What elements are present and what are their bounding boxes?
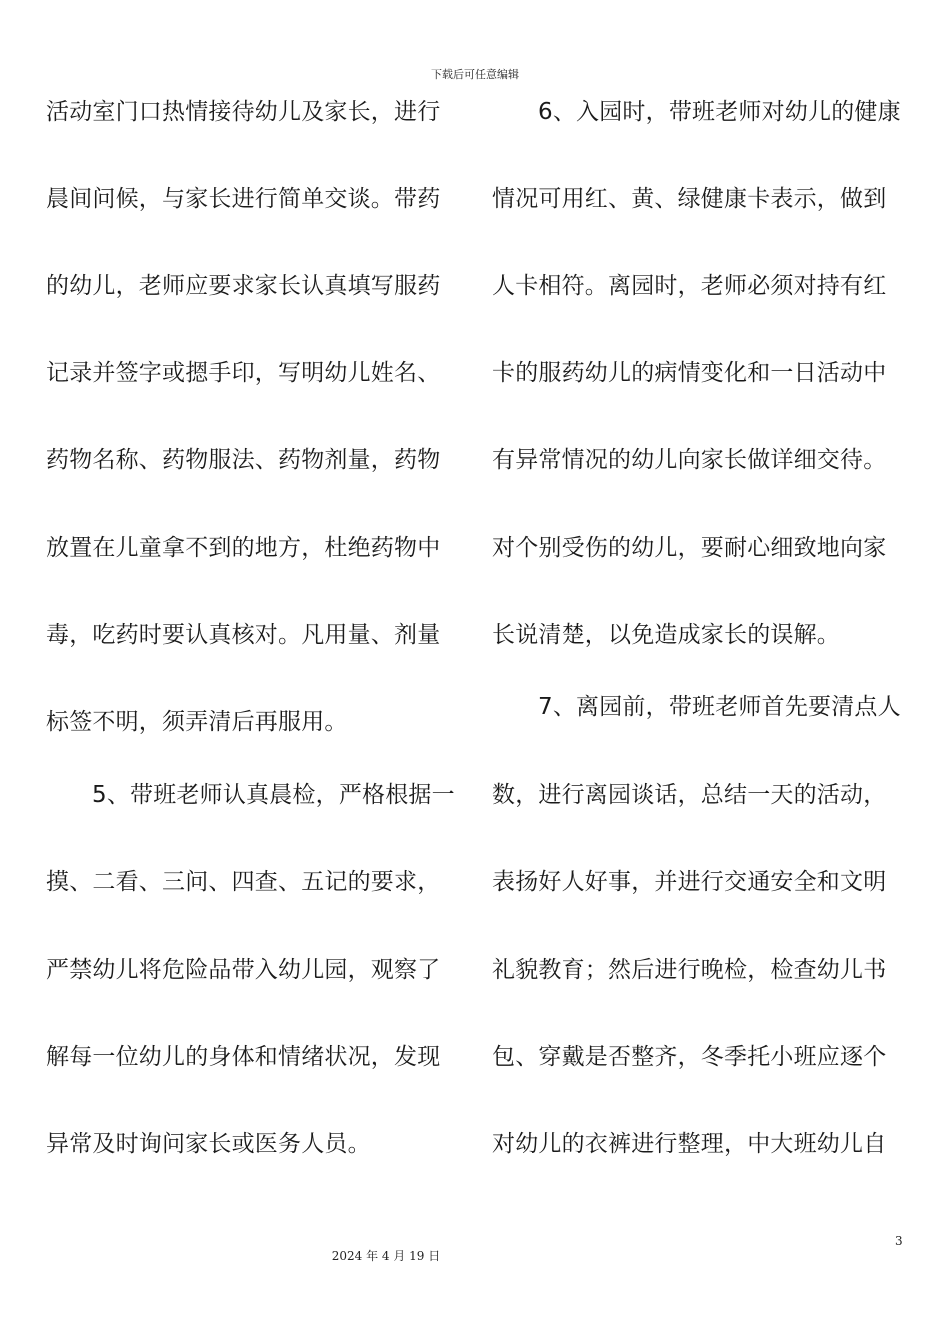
text-line: 解每一位幼儿的身体和情绪状况，发现	[46, 1044, 441, 1070]
text-line: 严禁幼儿将危险品带入幼儿园，观察了	[46, 957, 441, 983]
text-line: 人卡相符。离园时，老师必须对持有红	[492, 273, 887, 299]
text-line: 药物名称、药物服法、药物剂量，药物	[46, 447, 441, 473]
text-line: 礼貌教育；然后进行晚检，检查幼儿书	[492, 957, 887, 983]
page-number: 3	[895, 1234, 903, 1248]
text-line: 卡的服药幼儿的病情变化和一日活动中	[492, 360, 887, 386]
text-line: 毒，吃药时要认真核对。凡用量、剂量	[46, 622, 441, 648]
text-line: 晨间问候，与家长进行简单交谈。带药	[46, 186, 441, 212]
text-line: 对幼儿的衣裤进行整理，中大班幼儿自	[492, 1131, 887, 1157]
paragraph-start-line: 7、离园前，带班老师首先要清点人	[538, 694, 901, 720]
text-line: 对个别受伤的幼儿，要耐心细致地向家	[492, 535, 887, 561]
text-line: 标签不明，须弄清后再服用。	[46, 709, 348, 735]
text-line: 摸、二看、三问、四查、五记的要求，	[46, 869, 441, 895]
text-line: 情况可用红、黄、绿健康卡表示，做到	[492, 186, 887, 212]
text-line: 数，进行离园谈话，总结一天的活动，	[492, 782, 887, 808]
text-line: 异常及时询问家长或医务人员。	[46, 1131, 371, 1157]
text-line: 活动室门口热情接待幼儿及家长，进行	[46, 99, 441, 125]
paragraph-start-line: 6、入园时，带班老师对幼儿的健康	[538, 99, 901, 125]
text-line: 有异常情况的幼儿向家长做详细交待。	[492, 447, 887, 473]
footer-date: 2024 年 4 月 19 日	[331, 1249, 441, 1263]
text-line: 表扬好人好事，并进行交通安全和文明	[492, 869, 887, 895]
text-line: 记录并签字或摁手印，写明幼儿姓名、	[46, 360, 441, 386]
text-line: 长说清楚，以免造成家长的误解。	[492, 622, 840, 648]
text-line: 的幼儿，老师应要求家长认真填写服药	[46, 273, 441, 299]
text-line: 包、穿戴是否整齐，冬季托小班应逐个	[492, 1044, 887, 1070]
text-line: 放置在儿童拿不到的地方，杜绝药物中	[46, 535, 441, 561]
paragraph-start-line: 5、带班老师认真晨检，严格根据一	[92, 782, 455, 808]
header-note: 下载后可任意编辑	[431, 68, 519, 81]
